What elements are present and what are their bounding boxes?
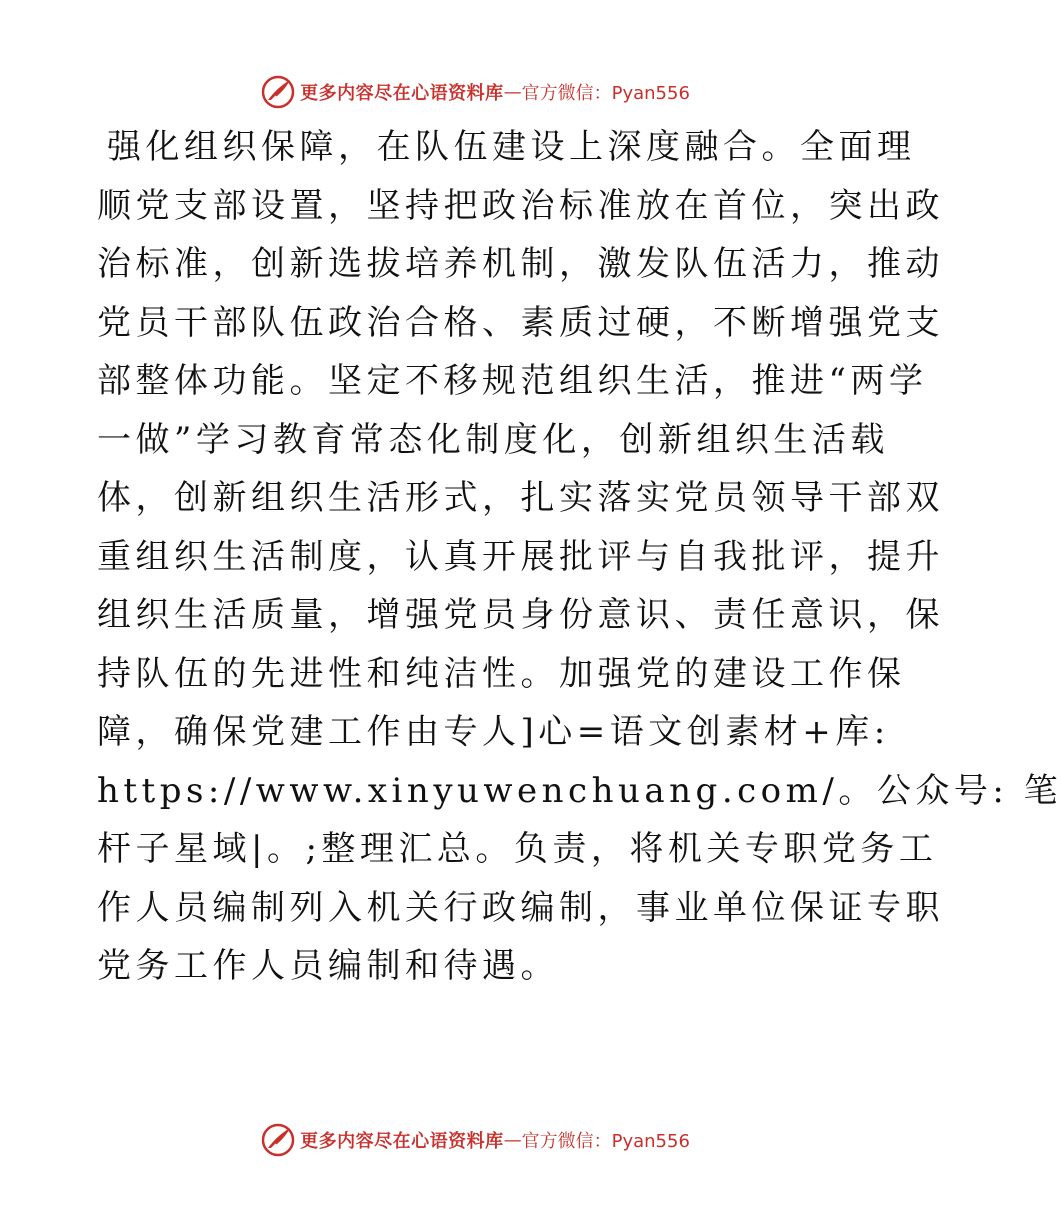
- footer-banner-contact: 官方微信：Pyan556: [521, 1131, 690, 1152]
- body-line: 组织生活质量，增强党员身份意识、责任意识，保: [97, 595, 944, 635]
- header-banner-title: 更多内容尽在心语资料库: [300, 83, 504, 104]
- footer-banner-separator: —: [503, 1129, 522, 1151]
- body-line: 顺党支部设置，坚持把政治标准放在首位，突出政: [97, 185, 944, 226]
- body-line: 一做”学习教育常态化制度化，创新组织生活载: [97, 419, 889, 460]
- body-line: 强化组织保障，在队伍建设上深度融合。全面理: [107, 127, 916, 167]
- document-body: [97, 118, 1062, 996]
- footer-banner-content: [260, 1122, 690, 1158]
- body-line: 障，确保党建工作由专人]心=语文创素材+库:: [97, 712, 890, 752]
- body-line: 持队伍的先进性和纯洁性。加强党的建设工作保: [97, 653, 906, 694]
- header-banner-contact: 官方微信：Pyan556: [521, 83, 690, 104]
- body-line: 杆子星域|。;整理汇总。负责，将机关专职党务工: [97, 829, 938, 869]
- footer-banner: [0, 1120, 950, 1160]
- body-line: 党员干部队伍政治合格、素质过硬，不断增强党支: [97, 302, 944, 343]
- body-line: 党务工作人员编制和待遇。: [97, 946, 559, 986]
- body-line: 作人员编制列入机关行政编制，事业单位保证专职: [97, 887, 944, 928]
- body-line: 部整体功能。坚定不移规范组织生活，推进“两学: [97, 361, 928, 401]
- header-banner-separator: —: [503, 81, 522, 103]
- footer-banner-title: 更多内容尽在心语资料库: [300, 1131, 504, 1152]
- header-banner: [0, 72, 950, 112]
- body-line: 重组织生活制度，认真开展批评与自我批评，提升: [97, 536, 944, 577]
- body-line: 治标准，创新选拔培养机制，激发队伍活力，推动: [97, 244, 944, 284]
- body-line-url: https://www.xinyuwenchuang.com/。公众号: 笔: [97, 770, 1062, 811]
- quill-logo-icon: [260, 74, 296, 110]
- body-line: 体，创新组织生活形式，扎实落实党员领导干部双: [97, 478, 944, 518]
- header-banner-content: [260, 74, 690, 110]
- quill-logo-icon: [260, 1122, 296, 1158]
